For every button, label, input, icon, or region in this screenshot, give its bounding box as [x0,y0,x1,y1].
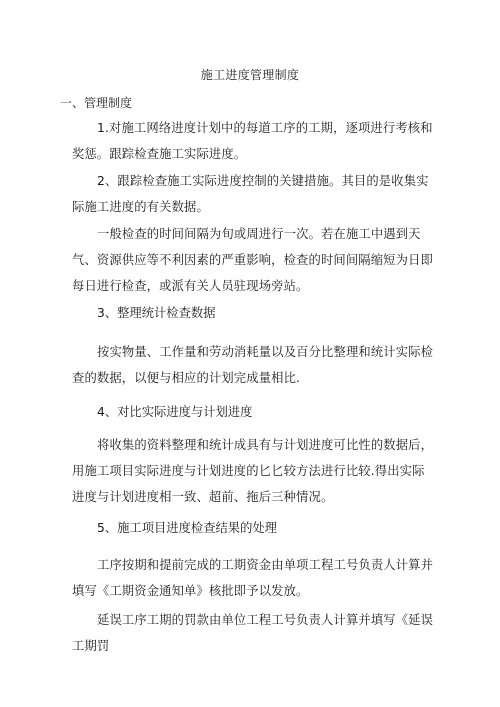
subheading-3: 3、整理统计检查数据 [97,306,216,320]
subheading-4: 4、对比实际进度与计划进度 [97,405,253,419]
section-heading: 一、管理制度 [60,96,133,110]
paragraph-5: 将收集的资料整理和统计成具有与计划进度可比性的数据后，用施工项目实际进度与计划进度的匕匕较方法进行比较.得出实际进度与计划进度相一致、超前、拖后三种情况。 [72,438,434,504]
paragraph-7: 延误工序工期的罚款由单位工程工号负责人计算并填写《延误工期罚 [72,613,434,653]
paragraph-6: 工序按期和提前完成的工期资金由单项工程工号负责人计算并填写《工期资金通知单》核批即予以发放。 [72,558,434,598]
paragraph-4: 按实物量、工作量和劳动消耗量以及百分比整理和统计实际检查的数据，以便与相应的计划完成量相比. [72,345,434,385]
paragraph-3: 一般检查的时间间隔为旬或周进行一次。若在施工中遇到天气、资源供应等不利因素的严重影响，检查的时间间隔缩短为日即每日进行检查，或派有关人员驻现场旁站。 [72,227,433,293]
paragraph-2: 2、跟踪检查施工实际进度控制的关键措施。其目的是收集实际施工进度的有关数据。 [72,174,429,214]
document-title: 施工进度管理制度 [200,68,300,82]
subheading-5: 5、施工项目进度检查结果的处理 [97,521,277,535]
paragraph-1: 1.对施工网络进度计划中的每道工序的工期，逐项进行考核和奖惩。跟踪检查施工实际进度。 [72,121,433,161]
